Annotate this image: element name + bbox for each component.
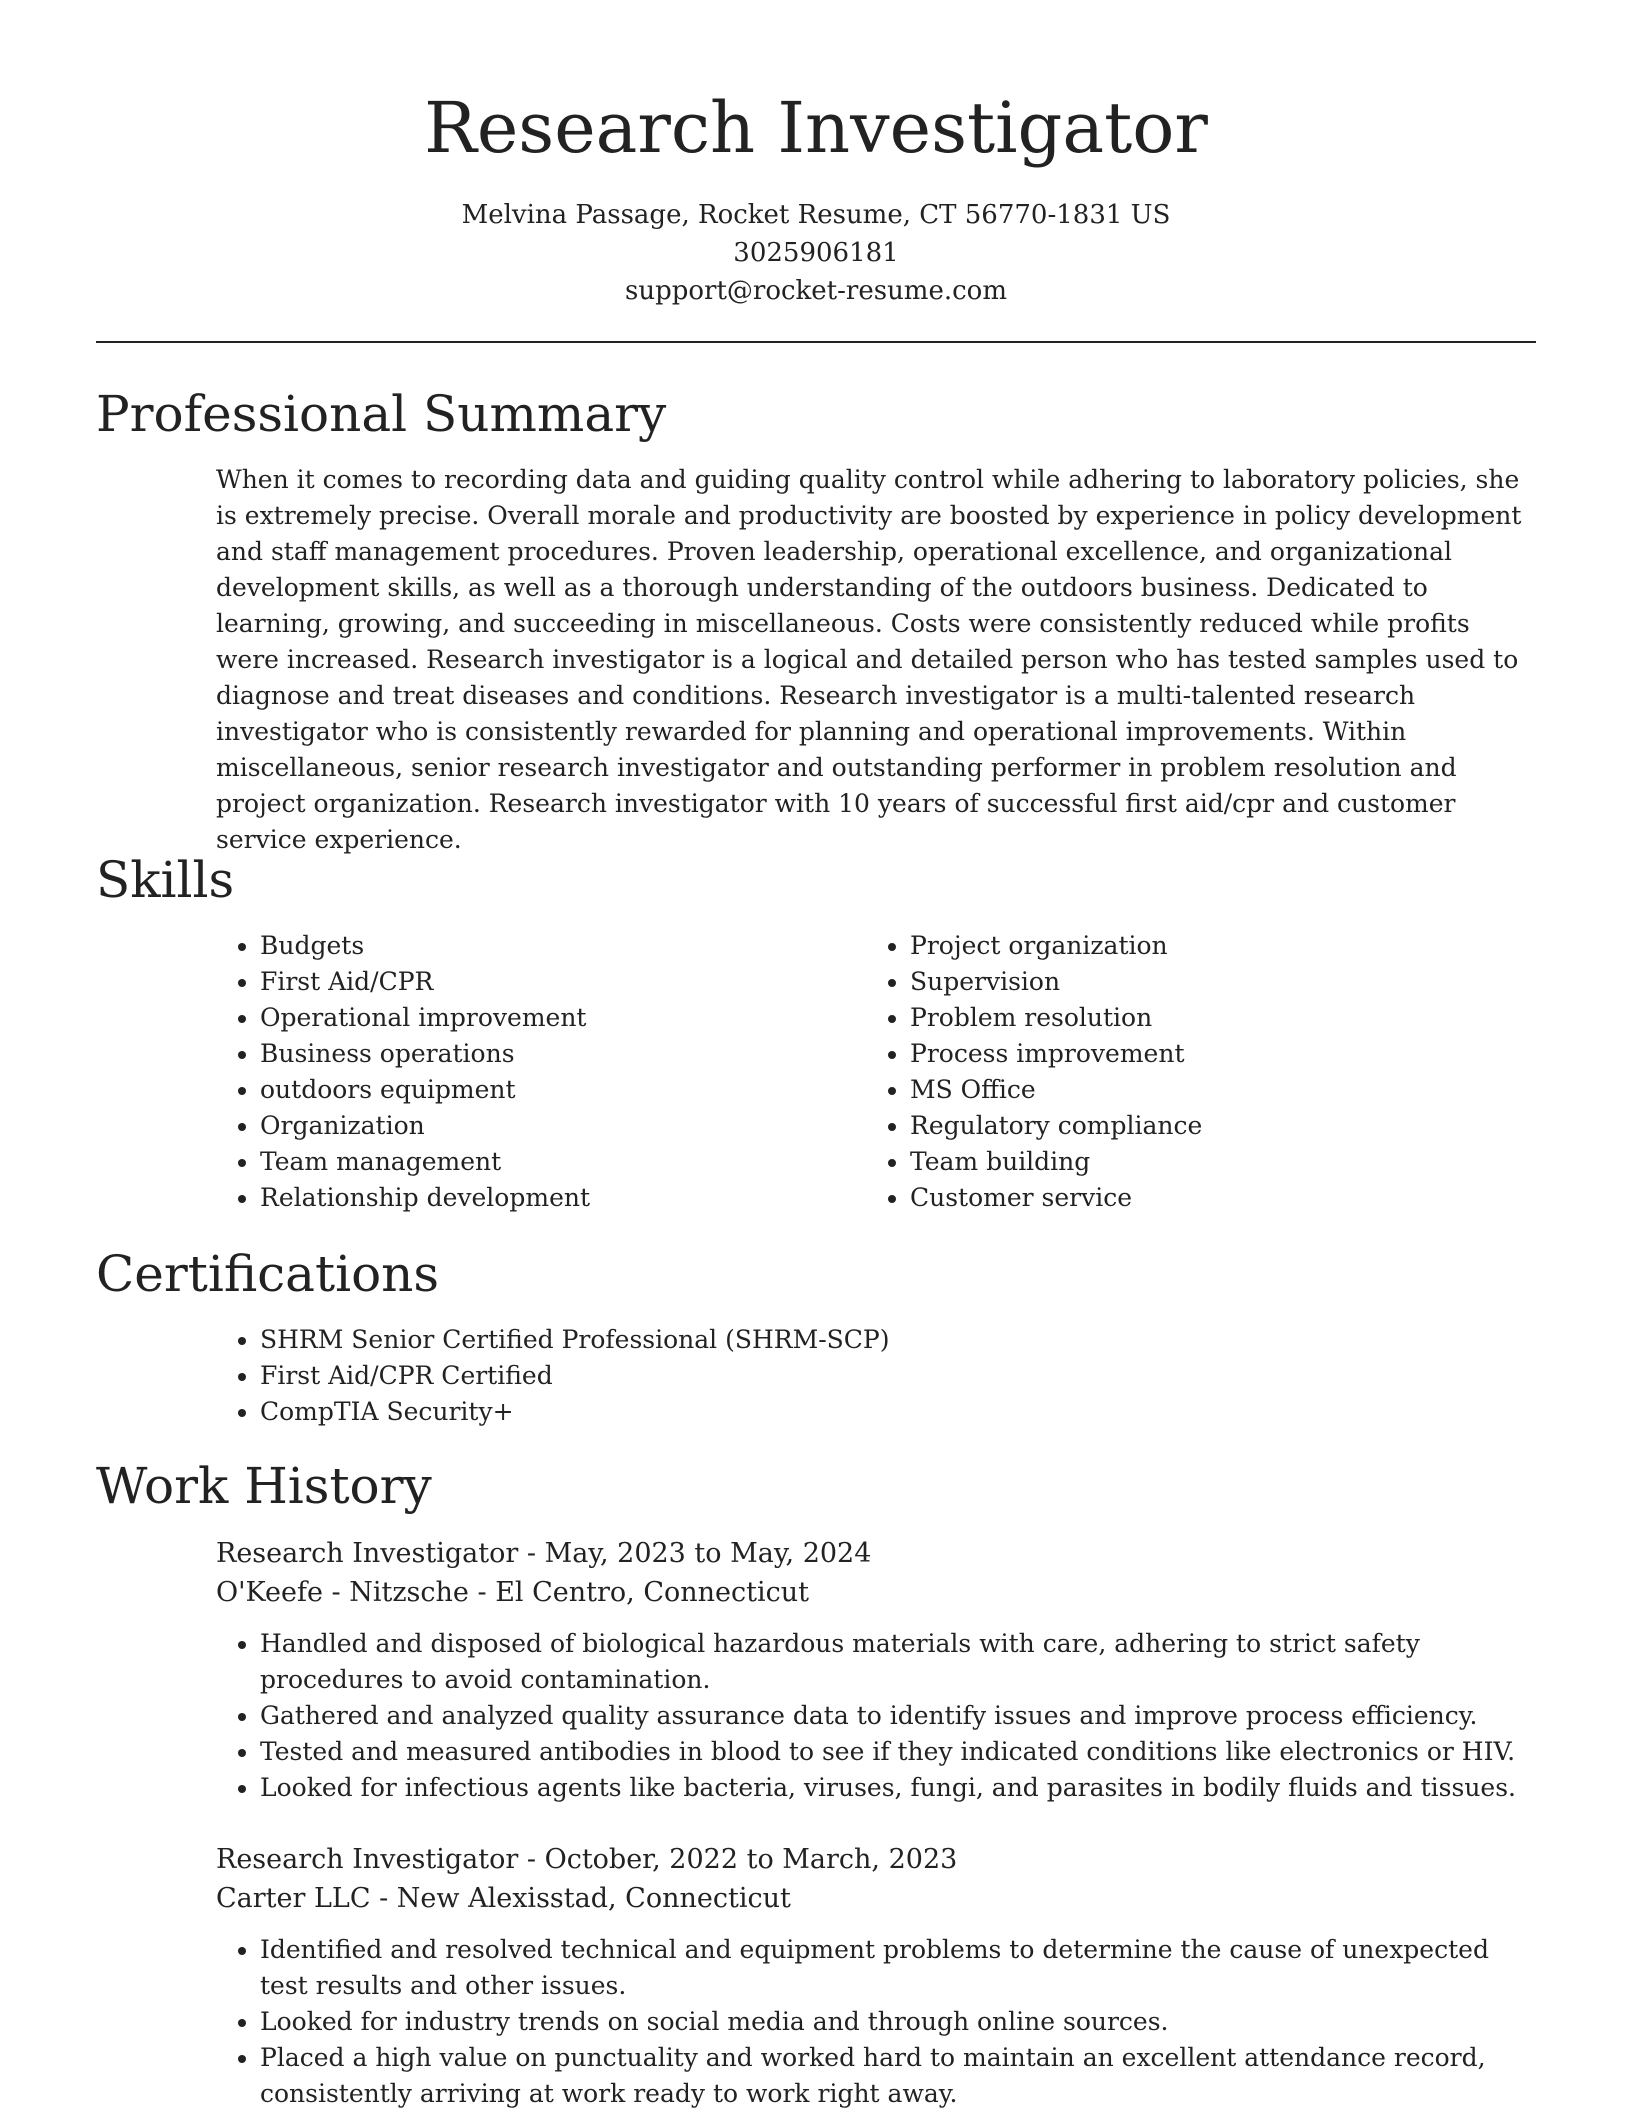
skill-item: • First Aid/CPR [260, 964, 856, 1000]
certifications-heading: Certifications [96, 1245, 440, 1303]
candidate-title: Research Investigator [424, 87, 1208, 169]
job-duty: • Placed a high value on punctuality and worked hard to maintain an excellent attendance record, consistently arriving at work ready to work right away. [260, 2040, 1536, 2112]
job-role: Research Investigator [216, 1538, 519, 1569]
job-role-line: Research Investigator - May, 2023 to May, 2024 [216, 1538, 872, 1569]
skill-item: • Supervision [910, 964, 1506, 1000]
summary-text: When it comes to recording data and guiding quality control while adhering to laboratory policies, she is extremely precise. Overall morale and productivity are boosted by experience in policy development and staff management procedures. Proven leadership, operational excellence, and organizational development skills, as well as a thorough understanding of the outdoors business. Dedicated to learning, growing, and succeeding in miscellaneous. Costs were consistently reduced while profits were increased. Research investigator is a logical and detailed person who has tested samples used to diagnose and treat diseases and conditions. Research investigator is a multi-talented research investigator who is consistently rewarded for planning and operational improvements. Within miscellaneous, senior research investigator and outstanding performer in problem resolution and project organization. Research investigator with 10 years of successful first aid/cpr and customer service experience. [216, 465, 1522, 854]
skills-list-left [216, 928, 856, 1216]
job-dates: October, 2022 to March, 2023 [544, 1844, 958, 1875]
job-role-line: Research Investigator - October, 2022 to March, 2023 [216, 1844, 958, 1875]
job-company-line: Carter LLC - New Alexisstad, Connecticut [216, 1883, 791, 1914]
skill-item: • Problem resolution [910, 1000, 1506, 1036]
skill-item: • Team management [260, 1144, 856, 1180]
certification-item: • First Aid/CPR Certified [260, 1358, 1536, 1394]
skill-item: • Customer service [910, 1180, 1506, 1216]
job-location: El Centro, Connecticut [495, 1577, 809, 1608]
skills-list-right [866, 928, 1506, 1216]
skill-item: • Relationship development [260, 1180, 856, 1216]
job-company-line: O'Keefe - Nitzsche - El Centro, Connecticut [216, 1577, 809, 1608]
phone: 3025906181 [733, 238, 899, 268]
summary-heading: Professional Summary [96, 385, 667, 443]
skill-item: • Project organization [910, 928, 1506, 964]
job-duty: • Looked for infectious agents like bacteria, viruses, fungi, and parasites in bodily fluids and tissues. [260, 1770, 1536, 1806]
job-location: New Alexisstad, Connecticut [396, 1883, 791, 1914]
certification-item: • SHRM Senior Certified Professional (SHRM-SCP) [260, 1322, 1536, 1358]
header-divider [96, 341, 1536, 343]
skill-item: • Organization [260, 1108, 856, 1144]
job-duties [216, 1626, 1536, 1806]
job-role: Research Investigator [216, 1844, 519, 1875]
skill-item: • Team building [910, 1144, 1506, 1180]
job-duty: • Identified and resolved technical and equipment problems to determine the cause of unexpected test results and other issues. [260, 1932, 1536, 2004]
job-dates: May, 2023 to May, 2024 [544, 1538, 872, 1569]
job-duty: • Gathered and analyzed quality assurance data to identify issues and improve process efficiency. [260, 1698, 1536, 1734]
job-duties [216, 1932, 1536, 2112]
job-company: Carter LLC [216, 1883, 371, 1914]
address: Melvina Passage, Rocket Resume, CT 56770-1831 US [461, 200, 1171, 230]
skill-item: • Process improvement [910, 1036, 1506, 1072]
job-duty: • Tested and measured antibodies in blood to see if they indicated conditions like electronics or HIV. [260, 1734, 1536, 1770]
job-duty: • Looked for industry trends on social media and through online sources. [260, 2004, 1536, 2040]
skills-heading: Skills [96, 851, 235, 909]
job-entry [216, 1840, 1536, 2112]
work-history-heading: Work History [96, 1457, 432, 1515]
skill-item: • Business operations [260, 1036, 856, 1072]
certification-item: • CompTIA Security+ [260, 1394, 1536, 1430]
job-company: O'Keefe - Nitzsche [216, 1577, 469, 1608]
skills-left-column [216, 928, 856, 1216]
resume-header [96, 82, 1536, 310]
skill-item: • Budgets [260, 928, 856, 964]
job-entry [216, 1534, 1536, 1806]
skills-right-column [866, 928, 1506, 1216]
job-duty: • Handled and disposed of biological hazardous materials with care, adhering to strict safety procedures to avoid contamination. [260, 1626, 1536, 1698]
skill-item: • outdoors equipment [260, 1072, 856, 1108]
skill-item: • Regulatory compliance [910, 1108, 1506, 1144]
email: support@rocket-resume.com [624, 276, 1007, 306]
certifications-block [216, 1322, 1536, 1430]
skill-item: • Operational improvement [260, 1000, 856, 1036]
certifications-list [216, 1322, 1536, 1430]
skill-item: • MS Office [910, 1072, 1506, 1108]
